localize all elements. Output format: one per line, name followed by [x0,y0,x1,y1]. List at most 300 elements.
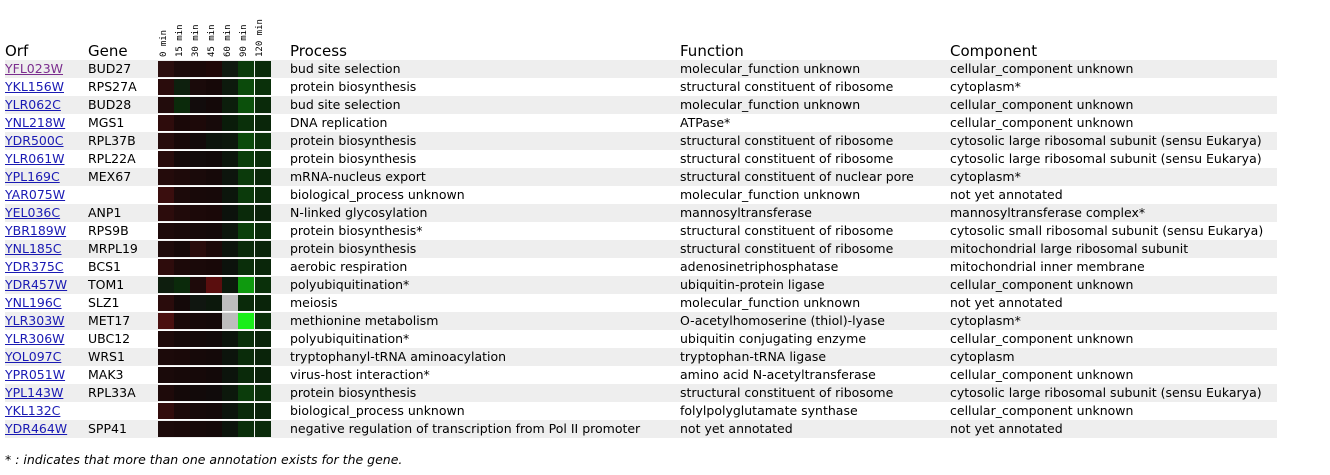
function-cell: ubiquitin-protein ligase [680,277,825,292]
heatmap-cell [174,295,190,311]
expression-heatmap [158,403,271,419]
gene-cell: MRPL19 [88,241,138,256]
expression-heatmap [158,187,271,203]
expression-heatmap [158,133,271,149]
function-cell: molecular_function unknown [680,97,861,112]
gene-cell: MET17 [88,313,131,328]
table-row [5,402,1277,420]
heatmap-cell [222,277,238,293]
table-row [5,204,1277,222]
gene-cell: MGS1 [88,115,125,130]
table-row [5,366,1277,384]
timepoint-header: 60 min [223,24,233,57]
table-row [5,258,1277,276]
heatmap-cell [190,187,206,203]
heatmap-cell [190,133,206,149]
heatmap-cell [174,61,190,77]
expression-heatmap [158,241,271,257]
expression-heatmap [158,61,271,77]
table-row [5,330,1277,348]
heatmap-cell [238,169,254,185]
gene-cell: WRS1 [88,349,125,364]
heatmap-cell [190,295,206,311]
heatmap-cell [174,367,190,383]
component-cell: mannosyltransferase complex* [950,205,1146,220]
heatmap-cell [158,367,174,383]
heatmap-cell [174,205,190,221]
heatmap-cell [222,313,238,329]
process-cell: methionine metabolism [290,313,439,328]
orf-link[interactable]: YNL196C [5,295,62,310]
heatmap-cell [158,331,174,347]
orf-link[interactable]: YNL185C [5,241,62,256]
process-cell: biological_process unknown [290,187,465,202]
table-row [5,114,1277,132]
gene-cell: SLZ1 [88,295,120,310]
heatmap-cell [255,79,271,95]
function-cell: structural constituent of ribosome [680,79,894,94]
heatmap-cell [206,385,222,401]
component-cell: cytoplasm* [950,169,1021,184]
heatmap-cell [238,151,254,167]
heatmap-cell [222,61,238,77]
heatmap-cell [238,421,254,437]
heatmap-cell [255,421,271,437]
orf-link[interactable]: YLR303W [5,313,65,328]
heatmap-cell [255,331,271,347]
heatmap-cell [255,367,271,383]
expression-heatmap [158,277,271,293]
heatmap-cell [206,421,222,437]
footnote: * : indicates that more than one annotation exists for the gene. [5,452,403,467]
heatmap-cell [222,169,238,185]
heatmap-cell [158,115,174,131]
heatmap-cell [158,421,174,437]
heatmap-cell [222,349,238,365]
gene-cell: RPS9B [88,223,129,238]
heatmap-cell [174,223,190,239]
heatmap-cell [255,61,271,77]
gene-cell: RPL37B [88,133,136,148]
component-cell: cellular_component unknown [950,115,1134,130]
process-cell: protein biosynthesis* [290,223,423,238]
expression-heatmap [158,349,271,365]
heatmap-cell [158,259,174,275]
heatmap-cell [222,205,238,221]
component-cell: cellular_component unknown [950,367,1134,382]
gene-cell: SPP41 [88,421,127,436]
function-cell: O-acetylhomoserine (thiol)-lyase [680,313,885,328]
heatmap-cell [222,421,238,437]
process-cell: biological_process unknown [290,403,465,418]
orf-link[interactable]: YNL218W [5,115,66,130]
heatmap-cell [222,331,238,347]
heatmap-cell [174,97,190,113]
heatmap-cell [238,187,254,203]
orf-link[interactable]: YPL143W [5,385,64,400]
heatmap-cell [158,133,174,149]
heatmap-cell [255,241,271,257]
expression-heatmap [158,97,271,113]
heatmap-cell [255,385,271,401]
process-cell: N-linked glycosylation [290,205,428,220]
heatmap-cell [206,367,222,383]
function-cell: structural constituent of ribosome [680,241,894,256]
expression-heatmap [158,259,271,275]
expression-heatmap [158,295,271,311]
gene-cell: ANP1 [88,205,122,220]
heatmap-cell [255,403,271,419]
orf-link[interactable]: YDR375C [5,259,64,274]
expression-heatmap [158,205,271,221]
heatmap-cell [255,151,271,167]
process-cell: polyubiquitination* [290,331,410,346]
heatmap-cell [255,115,271,131]
function-cell: ATPase* [680,115,731,130]
gene-header: Gene [88,42,128,60]
process-cell: aerobic respiration [290,259,408,274]
gene-cell: MEX67 [88,169,132,184]
component-cell: cytoplasm* [950,313,1021,328]
heatmap-cell [158,385,174,401]
orf-link[interactable]: YOL097C [5,349,62,364]
heatmap-cell [206,79,222,95]
orf-link[interactable]: YLR306W [5,331,65,346]
heatmap-cell [190,421,206,437]
function-cell: molecular_function unknown [680,187,861,202]
gene-cell: TOM1 [88,277,125,292]
orf-link[interactable]: YLR062C [5,97,61,112]
heatmap-cell [238,115,254,131]
table-row [5,60,1277,78]
heatmap-cell [238,61,254,77]
heatmap-cell [206,97,222,113]
heatmap-cell [238,133,254,149]
heatmap-cell [174,385,190,401]
orf-link[interactable]: YPR051W [5,367,66,382]
timepoint-header: 90 min [239,24,249,57]
function-header: Function [680,42,744,60]
heatmap-cell [190,313,206,329]
expression-heatmap [158,367,271,383]
heatmap-cell [255,205,271,221]
gene-cell: RPL33A [88,385,136,400]
process-cell: bud site selection [290,61,401,76]
table-row [5,276,1277,294]
function-cell: amino acid N-acetyltransferase [680,367,876,382]
table-row [5,222,1277,240]
heatmap-cell [158,349,174,365]
process-cell: protein biosynthesis [290,385,417,400]
orf-header: Orf [5,42,29,60]
gene-cell: BCS1 [88,259,121,274]
heatmap-cell [174,133,190,149]
function-cell: structural constituent of ribosome [680,385,894,400]
heatmap-cell [190,349,206,365]
heatmap-cell [238,79,254,95]
heatmap-cell [206,169,222,185]
heatmap-cell [206,313,222,329]
gene-cell: BUD27 [88,61,132,76]
function-cell: tryptophan-tRNA ligase [680,349,827,364]
heatmap-cell [238,367,254,383]
heatmap-cell [158,313,174,329]
component-cell: cytosolic large ribosomal subunit (sensu Eukarya) [950,133,1262,148]
heatmap-cell [174,403,190,419]
heatmap-cell [158,61,174,77]
expression-heatmap [158,115,271,131]
gene-cell: RPS27A [88,79,137,94]
heatmap-cell [206,241,222,257]
table-row [5,348,1277,366]
heatmap-cell [255,133,271,149]
component-cell: mitochondrial inner membrane [950,259,1145,274]
heatmap-cell [190,331,206,347]
gene-cell: RPL22A [88,151,136,166]
expression-heatmap [158,169,271,185]
gene-table [5,0,1277,438]
heatmap-cell [238,223,254,239]
heatmap-cell [238,295,254,311]
process-cell: meiosis [290,295,338,310]
table-row [5,420,1277,438]
component-cell: cytoplasm* [950,79,1021,94]
heatmap-cell [190,115,206,131]
heatmap-cell [238,331,254,347]
expression-heatmap [158,421,271,437]
orf-link[interactable]: YBR189W [5,223,67,238]
component-cell: cellular_component unknown [950,277,1134,292]
timepoint-header: 120 min [255,19,265,57]
process-cell: protein biosynthesis [290,79,417,94]
component-cell: not yet annotated [950,421,1063,436]
heatmap-cell [190,205,206,221]
heatmap-cell [190,385,206,401]
function-cell: structural constituent of nuclear pore [680,169,914,184]
heatmap-cell [158,403,174,419]
heatmap-cell [222,295,238,311]
heatmap-cell [174,277,190,293]
heatmap-cell [255,187,271,203]
heatmap-cell [222,223,238,239]
function-cell: structural constituent of ribosome [680,133,894,148]
component-header: Component [950,42,1038,60]
table-row [5,186,1277,204]
heatmap-cell [222,367,238,383]
heatmap-cell [222,115,238,131]
table-row [5,150,1277,168]
heatmap-cell [206,403,222,419]
expression-heatmap [158,385,271,401]
heatmap-cell [206,61,222,77]
component-cell: cellular_component unknown [950,403,1134,418]
heatmap-cell [255,313,271,329]
process-header: Process [290,42,347,60]
heatmap-cell [158,223,174,239]
heatmap-cell [238,403,254,419]
heatmap-cell [222,385,238,401]
heatmap-cell [158,187,174,203]
heatmap-cell [190,223,206,239]
heatmap-cell [190,277,206,293]
heatmap-cell [222,151,238,167]
timepoint-header: 0 min [159,29,169,57]
heatmap-cell [206,349,222,365]
heatmap-cell [158,277,174,293]
component-cell: not yet annotated [950,295,1063,310]
timepoint-header: 45 min [207,24,217,57]
heatmap-cell [206,205,222,221]
heatmap-cell [238,313,254,329]
heatmap-cell [190,367,206,383]
orf-link[interactable]: YEL036C [5,205,61,220]
process-cell: protein biosynthesis [290,133,417,148]
heatmap-cell [222,187,238,203]
heatmap-cell [174,349,190,365]
heatmap-cell [206,259,222,275]
table-row [5,132,1277,150]
component-cell: cellular_component unknown [950,331,1134,346]
heatmap-cell [238,97,254,113]
heatmap-cell [222,403,238,419]
component-cell: cytosolic large ribosomal subunit (sensu Eukarya) [950,151,1262,166]
table-row [5,78,1277,96]
function-cell: molecular_function unknown [680,61,861,76]
heatmap-cell [158,169,174,185]
process-cell: protein biosynthesis [290,151,417,166]
heatmap-cell [174,115,190,131]
function-cell: structural constituent of ribosome [680,151,894,166]
heatmap-cell [190,259,206,275]
component-cell: cellular_component unknown [950,97,1134,112]
heatmap-cell [158,241,174,257]
heatmap-cell [206,133,222,149]
function-cell: mannosyltransferase [680,205,812,220]
heatmap-cell [255,349,271,365]
heatmap-cell [255,259,271,275]
orf-link[interactable]: YDR464W [5,421,68,436]
timepoint-header: 15 min [175,24,185,57]
heatmap-cell [158,295,174,311]
heatmap-cell [174,169,190,185]
heatmap-cell [158,97,174,113]
heatmap-cell [222,259,238,275]
heatmap-cell [206,223,222,239]
table-row [5,312,1277,330]
heatmap-cell [174,331,190,347]
table-row [5,240,1277,258]
heatmap-cell [190,241,206,257]
table-row [5,294,1277,312]
heatmap-cell [174,313,190,329]
component-cell: cytoplasm [950,349,1015,364]
orf-link[interactable]: YAR075W [5,187,66,202]
orf-link[interactable]: YLR061W [5,151,65,166]
function-cell: ubiquitin conjugating enzyme [680,331,867,346]
orf-link[interactable]: YKL156W [5,79,65,94]
heatmap-cell [174,151,190,167]
gene-cell: BUD28 [88,97,132,112]
heatmap-cell [222,79,238,95]
expression-heatmap [158,223,271,239]
table-row [5,168,1277,186]
table-row [5,96,1277,114]
heatmap-cell [190,169,206,185]
process-cell: protein biosynthesis [290,241,417,256]
component-cell: not yet annotated [950,187,1063,202]
heatmap-cell [158,151,174,167]
process-cell: bud site selection [290,97,401,112]
heatmap-cell [174,421,190,437]
heatmap-cell [222,97,238,113]
heatmap-cell [190,61,206,77]
orf-link[interactable]: YDR457W [5,277,68,292]
process-cell: DNA replication [290,115,388,130]
heatmap-cell [158,205,174,221]
orf-link[interactable]: YKL132C [5,403,61,418]
table-header [5,0,1277,60]
heatmap-cell [255,277,271,293]
heatmap-cell [238,277,254,293]
process-cell: negative regulation of transcription from Pol II promoter [290,421,641,436]
orf-link[interactable]: YFL023W [5,61,64,76]
heatmap-cell [206,331,222,347]
heatmap-cell [190,403,206,419]
heatmap-cell [238,349,254,365]
orf-link[interactable]: YPL169C [5,169,60,184]
component-cell: cellular_component unknown [950,61,1134,76]
heatmap-cell [190,151,206,167]
heatmap-cell [238,259,254,275]
heatmap-cell [158,79,174,95]
expression-heatmap [158,151,271,167]
heatmap-cell [190,79,206,95]
heatmap-cell [238,205,254,221]
heatmap-cell [206,151,222,167]
heatmap-cell [238,385,254,401]
heatmap-cell [190,97,206,113]
component-cell: mitochondrial large ribosomal subunit [950,241,1189,256]
process-cell: virus-host interaction* [290,367,430,382]
component-cell: cytosolic small ribosomal subunit (sensu Eukarya) [950,223,1264,238]
gene-cell: UBC12 [88,331,131,346]
heatmap-cell [174,187,190,203]
process-cell: mRNA-nucleus export [290,169,426,184]
function-cell: molecular_function unknown [680,295,861,310]
heatmap-cell [206,277,222,293]
heatmap-cell [174,79,190,95]
gene-cell: MAK3 [88,367,124,382]
process-cell: polyubiquitination* [290,277,410,292]
heatmap-cell [255,97,271,113]
timepoint-header: 30 min [191,24,201,57]
process-cell: tryptophanyl-tRNA aminoacylation [290,349,507,364]
function-cell: folylpolyglutamate synthase [680,403,858,418]
heatmap-cell [206,115,222,131]
function-cell: adenosinetriphosphatase [680,259,839,274]
expression-heatmap [158,313,271,329]
heatmap-cell [222,241,238,257]
heatmap-cell [174,259,190,275]
heatmap-cell [255,295,271,311]
heatmap-cell [255,223,271,239]
expression-heatmap [158,79,271,95]
expression-heatmap [158,331,271,347]
orf-link[interactable]: YDR500C [5,133,64,148]
heatmap-cell [206,295,222,311]
heatmap-cell [255,169,271,185]
heatmap-cell [206,187,222,203]
